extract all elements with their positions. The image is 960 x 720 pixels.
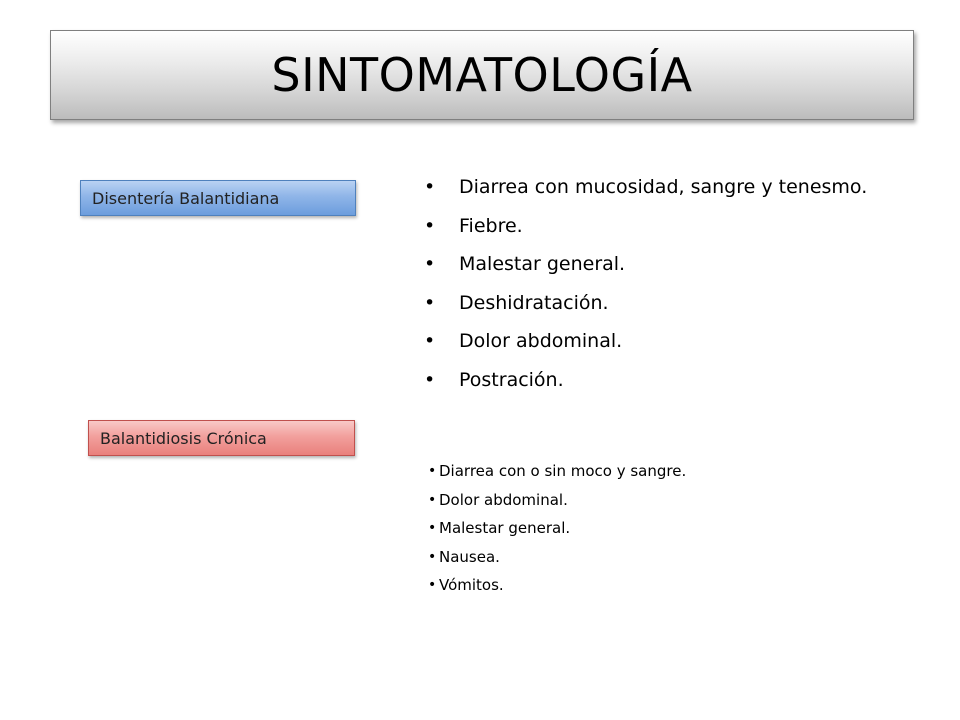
- list-item: [424, 325, 867, 364]
- list-item: [424, 171, 867, 210]
- list-item-text: Dolor abdominal.: [459, 330, 623, 352]
- bullet-icon: •: [424, 176, 436, 198]
- list-item: [428, 572, 686, 601]
- list-item: [424, 210, 867, 249]
- list-item: [428, 458, 686, 487]
- list-item: [424, 364, 867, 403]
- slide-title: SINTOMATOLOGÍA: [271, 48, 693, 102]
- list-item-text: Malestar general.: [459, 253, 626, 275]
- bullet-icon: •: [428, 577, 437, 593]
- bullet-icon: •: [428, 463, 437, 479]
- bullet-icon: •: [424, 291, 436, 314]
- list-item-text: Dolor abdominal.: [439, 490, 568, 509]
- list-item-text: Vómitos.: [439, 576, 504, 594]
- list-item: [424, 248, 867, 287]
- bullet-icon: •: [424, 214, 436, 237]
- list-item: [424, 287, 867, 326]
- list-item-text: Fiebre.: [459, 214, 523, 237]
- list-item: [428, 515, 686, 544]
- list-item: [428, 544, 686, 573]
- list-item-text: Malestar general.: [439, 519, 571, 537]
- bullet-icon: •: [428, 491, 437, 508]
- bullet-icon: •: [428, 548, 437, 565]
- bullet-icon: •: [424, 253, 436, 275]
- list-item-text: Diarrea con mucosidad, sangre y tenesmo.: [459, 176, 868, 198]
- list-item-text: Diarrea con o sin moco y sangre.: [439, 462, 687, 480]
- title-banner: [50, 30, 914, 120]
- list-item-text: Postración.: [459, 368, 564, 391]
- section-label-balantidiosis: Balantidiosis Crónica: [88, 420, 355, 456]
- bullet-icon: •: [428, 520, 437, 536]
- symptom-list-disenteria: [424, 171, 867, 402]
- bullet-icon: •: [424, 368, 436, 391]
- list-item-text: Nausea.: [439, 547, 500, 566]
- list-item-text: Deshidratación.: [459, 291, 609, 314]
- bullet-icon: •: [424, 330, 436, 352]
- section-label-disenteria: Disentería Balantidiana: [80, 180, 356, 216]
- list-item: [428, 487, 686, 516]
- symptom-list-balantidiosis: [428, 458, 686, 601]
